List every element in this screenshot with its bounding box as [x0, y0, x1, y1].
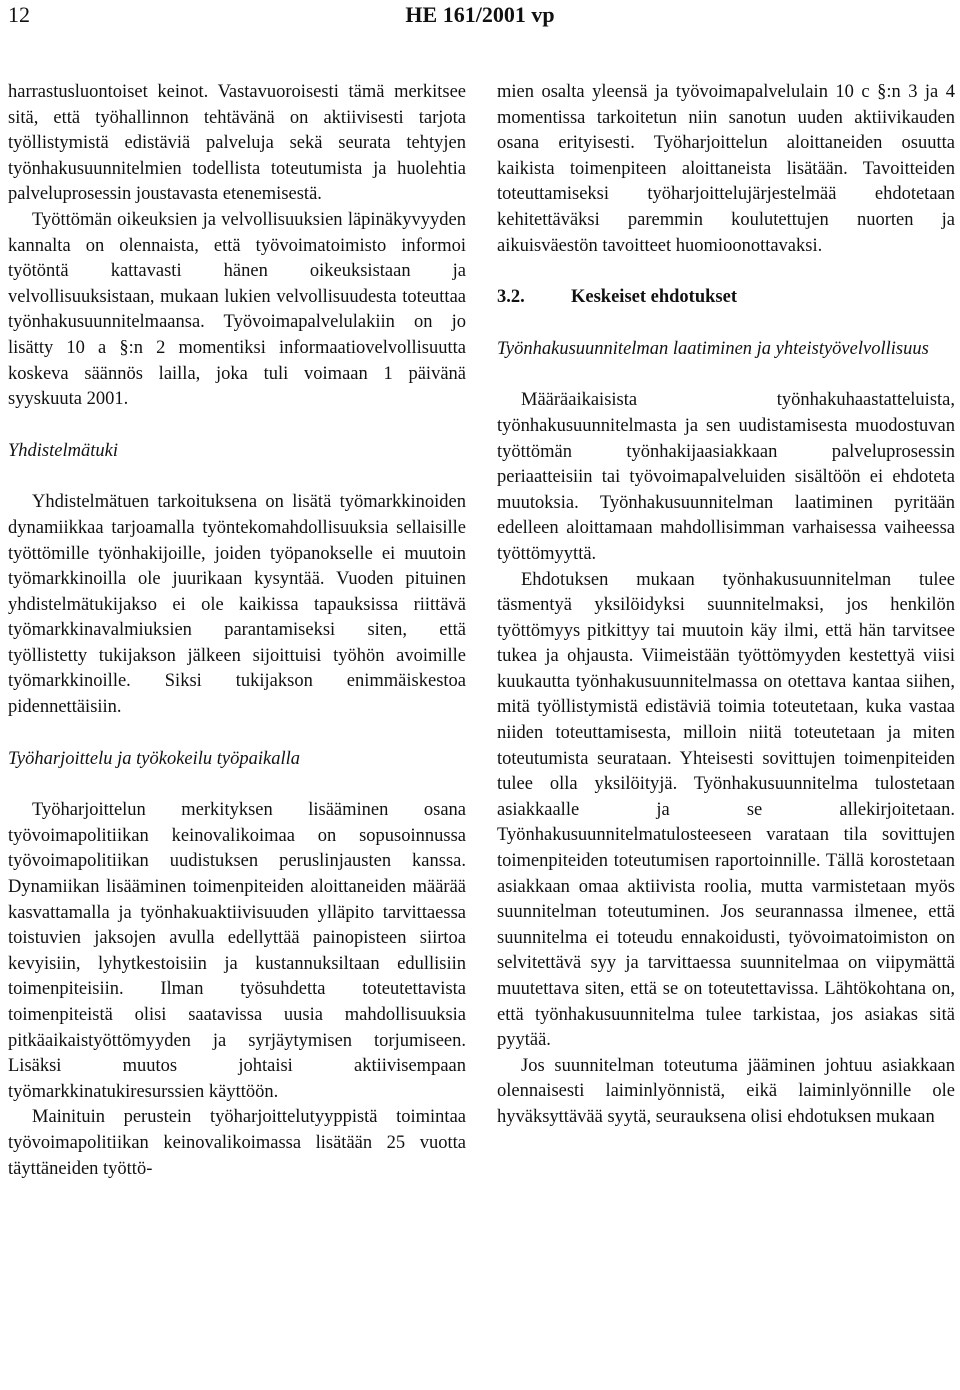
subheading: Työnhakusuunnitelman laatiminen ja yhteistyövelvollisuus [497, 338, 929, 359]
page-header [0, 0, 960, 40]
right-column [497, 80, 955, 1131]
paragraph: Määräaikaisista työnhakuhaastatteluista, työnhakusuunnitelmasta ja sen uudistamisesta muodostuvan työttömän työnhakijaasiakkaan palveluprosessin periaatteisiin tai työvoimapalveluiden sisältöön ei ehdoteta muutoksia. Työnhakusuunnitelman laatiminen pyritään edelleen aloittamaan mahdollisimman varhaisessa vaiheessa työttömyyttä. [497, 390, 955, 564]
paragraph: Jos suunnitelman toteutuma jääminen johtuu asiakkaan olennaisesti laiminlyönnistä, eikä laiminlyönnille ole hyväksyttävää syytä, seurauksena olisi ehdotuksen mukaan [497, 1055, 955, 1127]
section-number: 3.2. [497, 287, 525, 308]
paragraph: harrastusluontoiset keinot. Vastavuoroisesti tämä merkitsee sitä, että työhallinnon tehtävänä on aktiivisesti tarjota työllistymistä edistäviä palveluja sekä seurata tehtyjen työnhakusuunnitelmien todellista toteutumista ja huolehtia palveluprosessin joustavasta etenemisestä. [8, 82, 466, 205]
paragraph: Yhdistelmätuen tarkoituksena on lisätä työmarkkinoiden dynamiikkaa tarjoamalla työntekomahdollisuuksia sellaisille työttömille työnhakijoille, joiden työpanokselle ei muutoin työmarkkinoilla ole juurikaan kysyntää. Vuoden pituinen yhdistelmätukijakso ei ole kaikissa tapauksissa riittävä työmarkkinavalmiuksien parantamiseksi siten, että työllistetty tukijakson jälkeen sijoittuisi työhön avoimille työmarkkinoille. Siksi tukijakson enimmäiskestoa pidennettäisiin. [8, 492, 466, 718]
subheading: Työharjoittelu ja työkokeilu työpaikalla [8, 748, 300, 769]
paragraph: Työttömän oikeuksien ja velvollisuuksien läpinäkyvyyden kannalta on olennaista, että työvoimatoimisto informoi työtöntä kattavasti hänen oikeuksistaan ja velvollisuuksistaan, mukaan lukien velvollisuudesta toteuttaa työnhakusuunnitelmaansa. Työvoimapalvelulakiin on jo lisätty 10 a §:n 2 momentiksi informaatiovelvollisuutta koskeva säännös lailla, joka tuli voimaan 1 päivänä syyskuuta 2001. [8, 209, 466, 410]
section-heading [497, 285, 955, 311]
paragraph: Työharjoittelun merkityksen lisääminen osana työvoimapolitiikan keinovalikoimaa on sopusoinnussa työvoimapolitiikan uudistuksen peruslinjausten kanssa. Dynamiikan lisääminen toimenpiteiden aloittaneiden määrää kasvattamalla ja työnhakuaktiivisuuden ylläpito tarvittaessa toistuvien jaksojen avulla edellyttää painopisteen siirtoa kevyisiin, lyhytkestoisiin ja kustannuksiltaan edullisiin toimenpiteisiin. Ilman työsuhdetta toteutettavista toimenpiteistä olisi saatavissa uusia mahdollisuuksia pitkäaikaistyöttömyyden ja syrjäytymisen torjumiseen. Lisäksi muutos johtaisi aktiivisempaan työmarkkinatukiresurssien käyttöön. [8, 800, 466, 1102]
subheading: Yhdistelmätuki [8, 440, 118, 461]
section-title: Keskeiset ehdotukset [571, 287, 737, 308]
paragraph: mien osalta yleensä ja työvoimapalvelulain 10 c §:n 3 ja 4 momentissa tarkoitetun niin sanotun uuden aktiivikauden osana erityisesti. Työharjoittelun aloittaneiden osuutta kaikista toimenpiteen aloittaneista lisätään. Tavoitteiden toteuttamiseksi työharjoittelujärjestelmää ehdotetaan kehitettäväksi paremmin koulutettujen nuorten ja aikuisväestön tavoitteet huomioonottavaksi. [497, 82, 955, 256]
document-id: HE 161/2001 vp [405, 2, 555, 27]
left-column [8, 80, 466, 1182]
page-number: 12 [8, 2, 30, 27]
paragraph: Mainituin perustein työharjoittelutyyppistä toimintaa työvoimapolitiikan keinovalikoimassa lisätään 25 vuotta täyttäneiden työttö- [8, 1107, 466, 1179]
paragraph: Ehdotuksen mukaan työnhakusuunnitelman tulee täsmentyä yksilöidyksi suunnitelmaksi, jos henkilön työttömyys pitkittyy tai muutoin käy ilmi, että hän tarvitsee tukea ja ohjausta. Viimeistään työttömyyden kestettyä viisi kuukautta työnhakusuunnitelmassa on otettava kantaa siihen, mitä työllistymistä edistäviä toimia toteutetaan, kuka vastaa niiden toteuttamisesta, milloin niitä toteutetaan ja miten toteutumista seurataan. Yhteisesti sovittujen toimenpiteiden tulee olla yksilöityjä. Työnhakusuunnitelma tulostetaan asiakkaalle ja se allekirjoitetaan. Työnhakusuunnitelmatulosteeseen varataan tila sovittujen toimenpiteiden toteutumisen raportoinnille. Tällä korostetaan asiakkaan omaa aktiivista roolia, mutta varmistetaan myös suunnitelman toteutuminen. Jos seurannassa ilmenee, että suunnitelma ei toteudu ennakoidusti, työvoimatoimiston on selvitettävä syy ja tarvittaessa suunnitelmaa on viipymättä muutettava siten, että se on toteutettavissa. Lähtökohtana on, että työnhakusuunnitelma tulee tarkistaa, jos asiakas sitä pyytää. [497, 569, 955, 1051]
